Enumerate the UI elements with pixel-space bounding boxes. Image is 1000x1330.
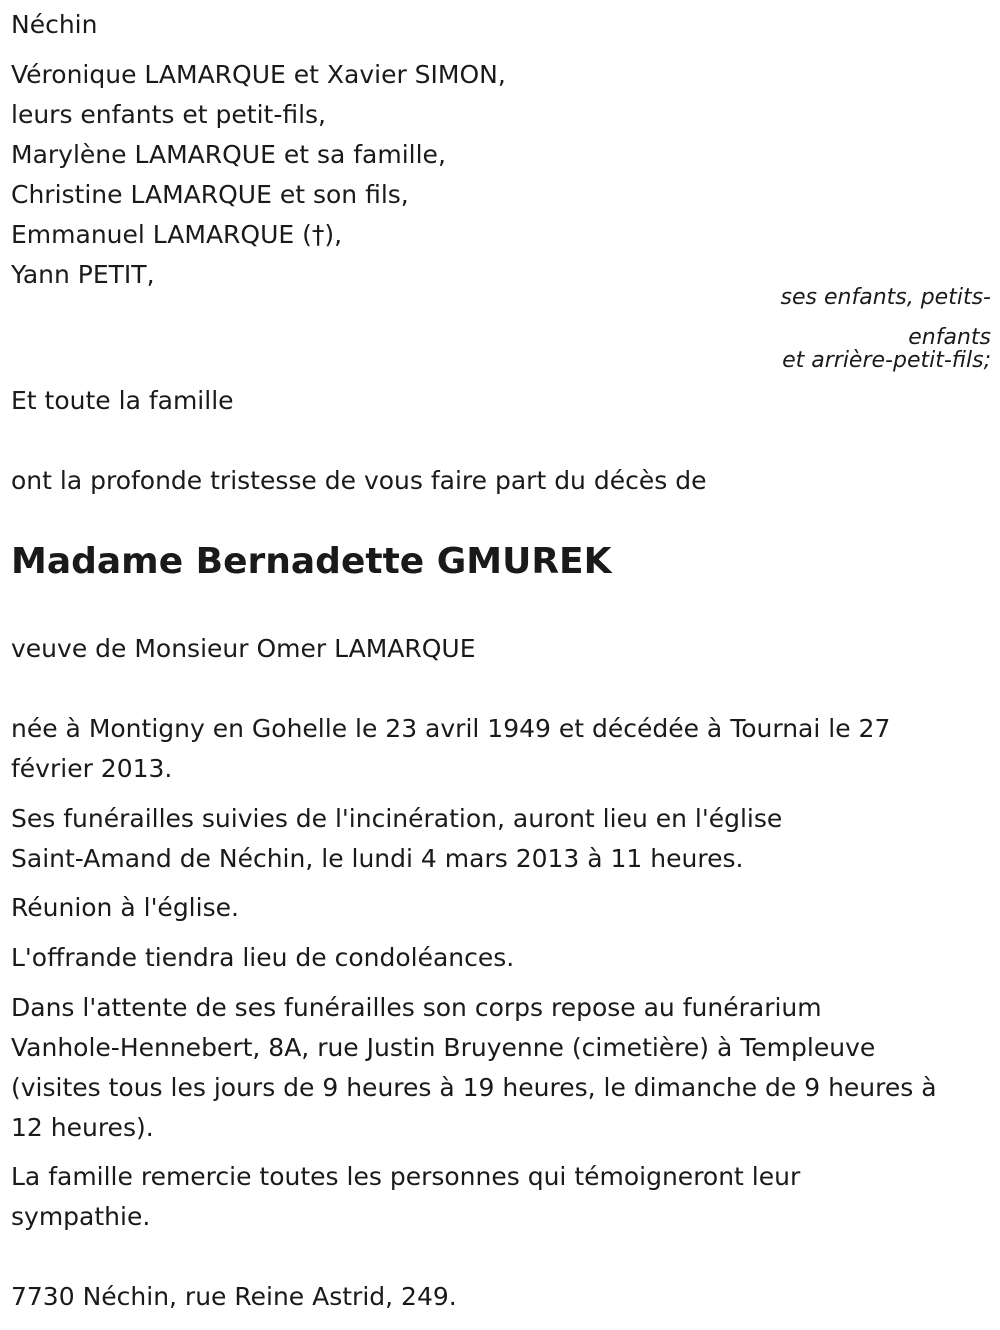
relation-line: et arrière-petit-fils; bbox=[782, 348, 991, 373]
funerarium-line: Dans l'attente de ses funérailles son corps repose au funérarium bbox=[11, 993, 822, 1022]
meeting-text: Réunion à l'église. bbox=[11, 893, 239, 922]
family-member-line: leurs enfants et petit-fils, bbox=[11, 100, 327, 129]
family-member-line: Emmanuel LAMARQUE (†), bbox=[11, 220, 343, 249]
funerarium-line: 12 heures). bbox=[11, 1113, 154, 1142]
family-member-line: Christine LAMARQUE et son fils, bbox=[11, 180, 409, 209]
birth-death-line: février 2013. bbox=[11, 754, 173, 783]
funerarium-line: (visites tous les jours de 9 heures à 19 heures, le dimanche de 9 heures à bbox=[11, 1073, 937, 1102]
funerarium-line: Vanhole-Hennebert, 8A, rue Justin Bruyenne (cimetière) à Templeuve bbox=[11, 1033, 876, 1062]
family-member-line: Véronique LAMARQUE et Xavier SIMON, bbox=[11, 60, 506, 89]
extended-family: Et toute la famille bbox=[11, 386, 234, 415]
location-heading: Néchin bbox=[11, 10, 98, 39]
announcement-text: ont la profonde tristesse de vous faire part du décès de bbox=[11, 466, 707, 495]
relation-line: enfants bbox=[908, 325, 991, 350]
relation-line: ses enfants, petits- bbox=[780, 285, 991, 310]
family-member-line: Marylène LAMARQUE et sa famille, bbox=[11, 140, 446, 169]
widow-of-text: veuve de Monsieur Omer LAMARQUE bbox=[11, 634, 476, 663]
deceased-name: Madame Bernadette GMUREK bbox=[11, 541, 612, 582]
thanks-line: La famille remercie toutes les personnes qui témoigneront leur bbox=[11, 1162, 801, 1191]
address-text: 7730 Néchin, rue Reine Astrid, 249. bbox=[11, 1282, 457, 1311]
funeral-line: Ses funérailles suivies de l'incinération, auront lieu en l'église bbox=[11, 804, 783, 833]
offering-text: L'offrande tiendra lieu de condoléances. bbox=[11, 943, 515, 972]
thanks-line: sympathie. bbox=[11, 1202, 151, 1231]
family-member-line: Yann PETIT, bbox=[11, 260, 155, 289]
funeral-line: Saint-Amand de Néchin, le lundi 4 mars 2013 à 11 heures. bbox=[11, 844, 744, 873]
birth-death-line: née à Montigny en Gohelle le 23 avril 1949 et décédée à Tournai le 27 bbox=[11, 714, 891, 743]
